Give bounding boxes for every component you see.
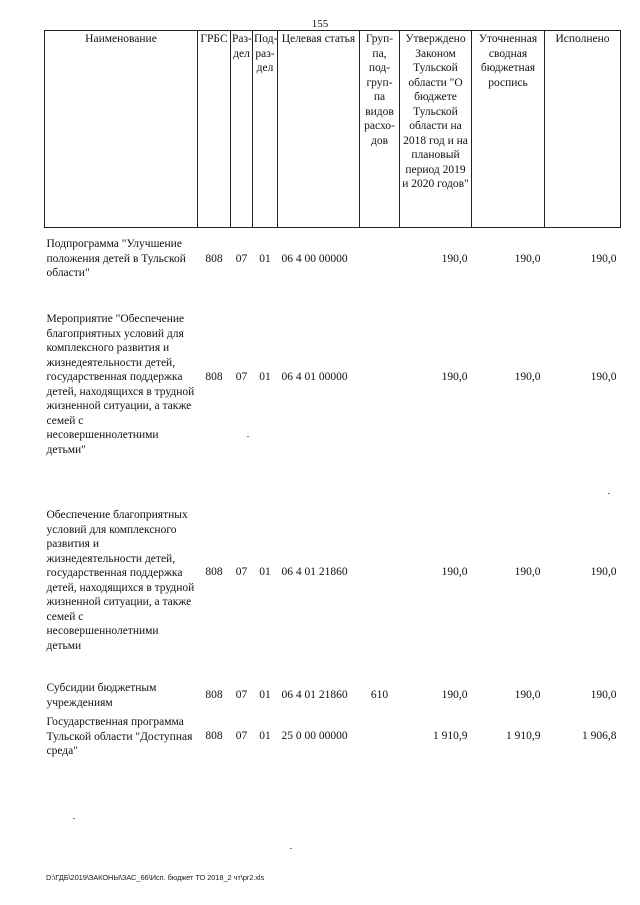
header-vid-rashodov: Груп-па, под-груп-па видов расхо-дов [360,31,400,228]
row-utverzhdeno: 190,0 [441,689,468,701]
scan-speck [608,493,610,494]
header-name: Наименование [45,31,198,228]
row-razdel: 07 [235,689,248,701]
row-podrazdel: 01 [259,253,271,265]
header-utverzhdeno: Утверждено Законом Тульской области "О бюджете Тульской области на 2018 год и на плановый период 2019 и 2020 годов" [400,31,472,228]
table-row [45,715,621,765]
row-grbs: 808 [205,371,223,383]
row-grbs: 808 [205,730,223,742]
row-ispolneno: 190,0 [590,566,617,578]
row-podrazdel: 01 [259,566,271,578]
row-utverzhdeno: 190,0 [441,566,468,578]
row-utochnennaya: 190,0 [514,566,541,578]
row-utochnennaya: 190,0 [514,689,541,701]
row-utverzhdeno: 1 910,9 [433,730,468,742]
scan-speck [290,848,292,849]
row-utochnennaya: 1 910,9 [506,730,541,742]
header-celevaya-statya: Целевая статья [278,31,360,228]
table-row [45,228,621,304]
row-vid-rashodov: 610 [370,689,389,701]
row-ispolneno: 1 906,8 [582,730,617,742]
row-vid-rashodov [360,228,400,304]
row-grbs: 808 [205,689,223,701]
row-name: Обеспечение благоприятных условий для комплексного развития и жизнедеятельности детей, государственная поддержка детей, находящихся в трудной жизненной ситуации, а также семей с несовершеннолетними детьми [46,509,195,652]
row-name: Государственная программа Тульской области "Доступная среда" [46,716,193,757]
header-razdel: Раз-дел [231,31,253,228]
row-celevaya-statya: 06 4 00 00000 [281,253,348,265]
header-podrazdel: Под-раз-дел [253,31,278,228]
row-vid-rashodov [360,303,400,498]
budget-table [44,30,621,765]
row-razdel: 07 [235,253,248,265]
scan-speck [247,436,249,437]
scan-speck [73,818,75,819]
header-grbs: ГРБС [198,31,231,228]
row-utochnennaya: 190,0 [514,253,541,265]
row-podrazdel: 01 [259,730,271,742]
row-razdel: 07 [235,566,248,578]
row-podrazdel: 01 [259,689,271,701]
row-celevaya-statya: 06 4 01 00000 [281,371,348,383]
row-celevaya-statya: 06 4 01 21860 [281,566,348,578]
row-utverzhdeno: 190,0 [441,371,468,383]
header-utochnennaya: Уточненная сводная бюджетная роспись [472,31,545,228]
row-grbs: 808 [205,253,223,265]
row-name: Подпрограмма "Улучшение положения детей в Тульской области" [46,238,186,279]
table-row [45,675,621,715]
row-celevaya-statya: 25 0 00 00000 [281,730,348,742]
table-row [45,303,621,498]
row-grbs: 808 [205,566,223,578]
header-ispolneno: Исполнено [545,31,621,228]
row-ispolneno: 190,0 [590,689,617,701]
row-ispolneno: 190,0 [590,371,617,383]
row-razdel: 07 [235,730,248,742]
header-row [45,31,621,228]
row-utverzhdeno: 190,0 [441,253,468,265]
row-razdel: 07 [235,371,248,383]
row-ispolneno: 190,0 [590,253,617,265]
row-utochnennaya: 190,0 [514,371,541,383]
row-celevaya-statya: 06 4 01 21860 [281,689,348,701]
row-name: Мероприятие "Обеспечение благоприятных условий для комплексного развития и жизнедеятельности детей, государственная поддержка детей, находящихся в трудной жизненной ситуации, а также семей с несовершеннолетними детьми" [46,313,195,456]
file-path-footer: D:\ГДБ\2019\ЗАКОНЫ\ЗАС_66\Исп. бюджет ТО 2018_2 чт\pr2.xls [46,873,265,882]
page-number: 155 [311,18,329,30]
row-podrazdel: 01 [259,371,271,383]
row-vid-rashodov [360,715,400,765]
table-row [45,498,621,675]
row-vid-rashodov [360,498,400,675]
row-name: Субсидии бюджетным учреждениям [46,682,157,709]
